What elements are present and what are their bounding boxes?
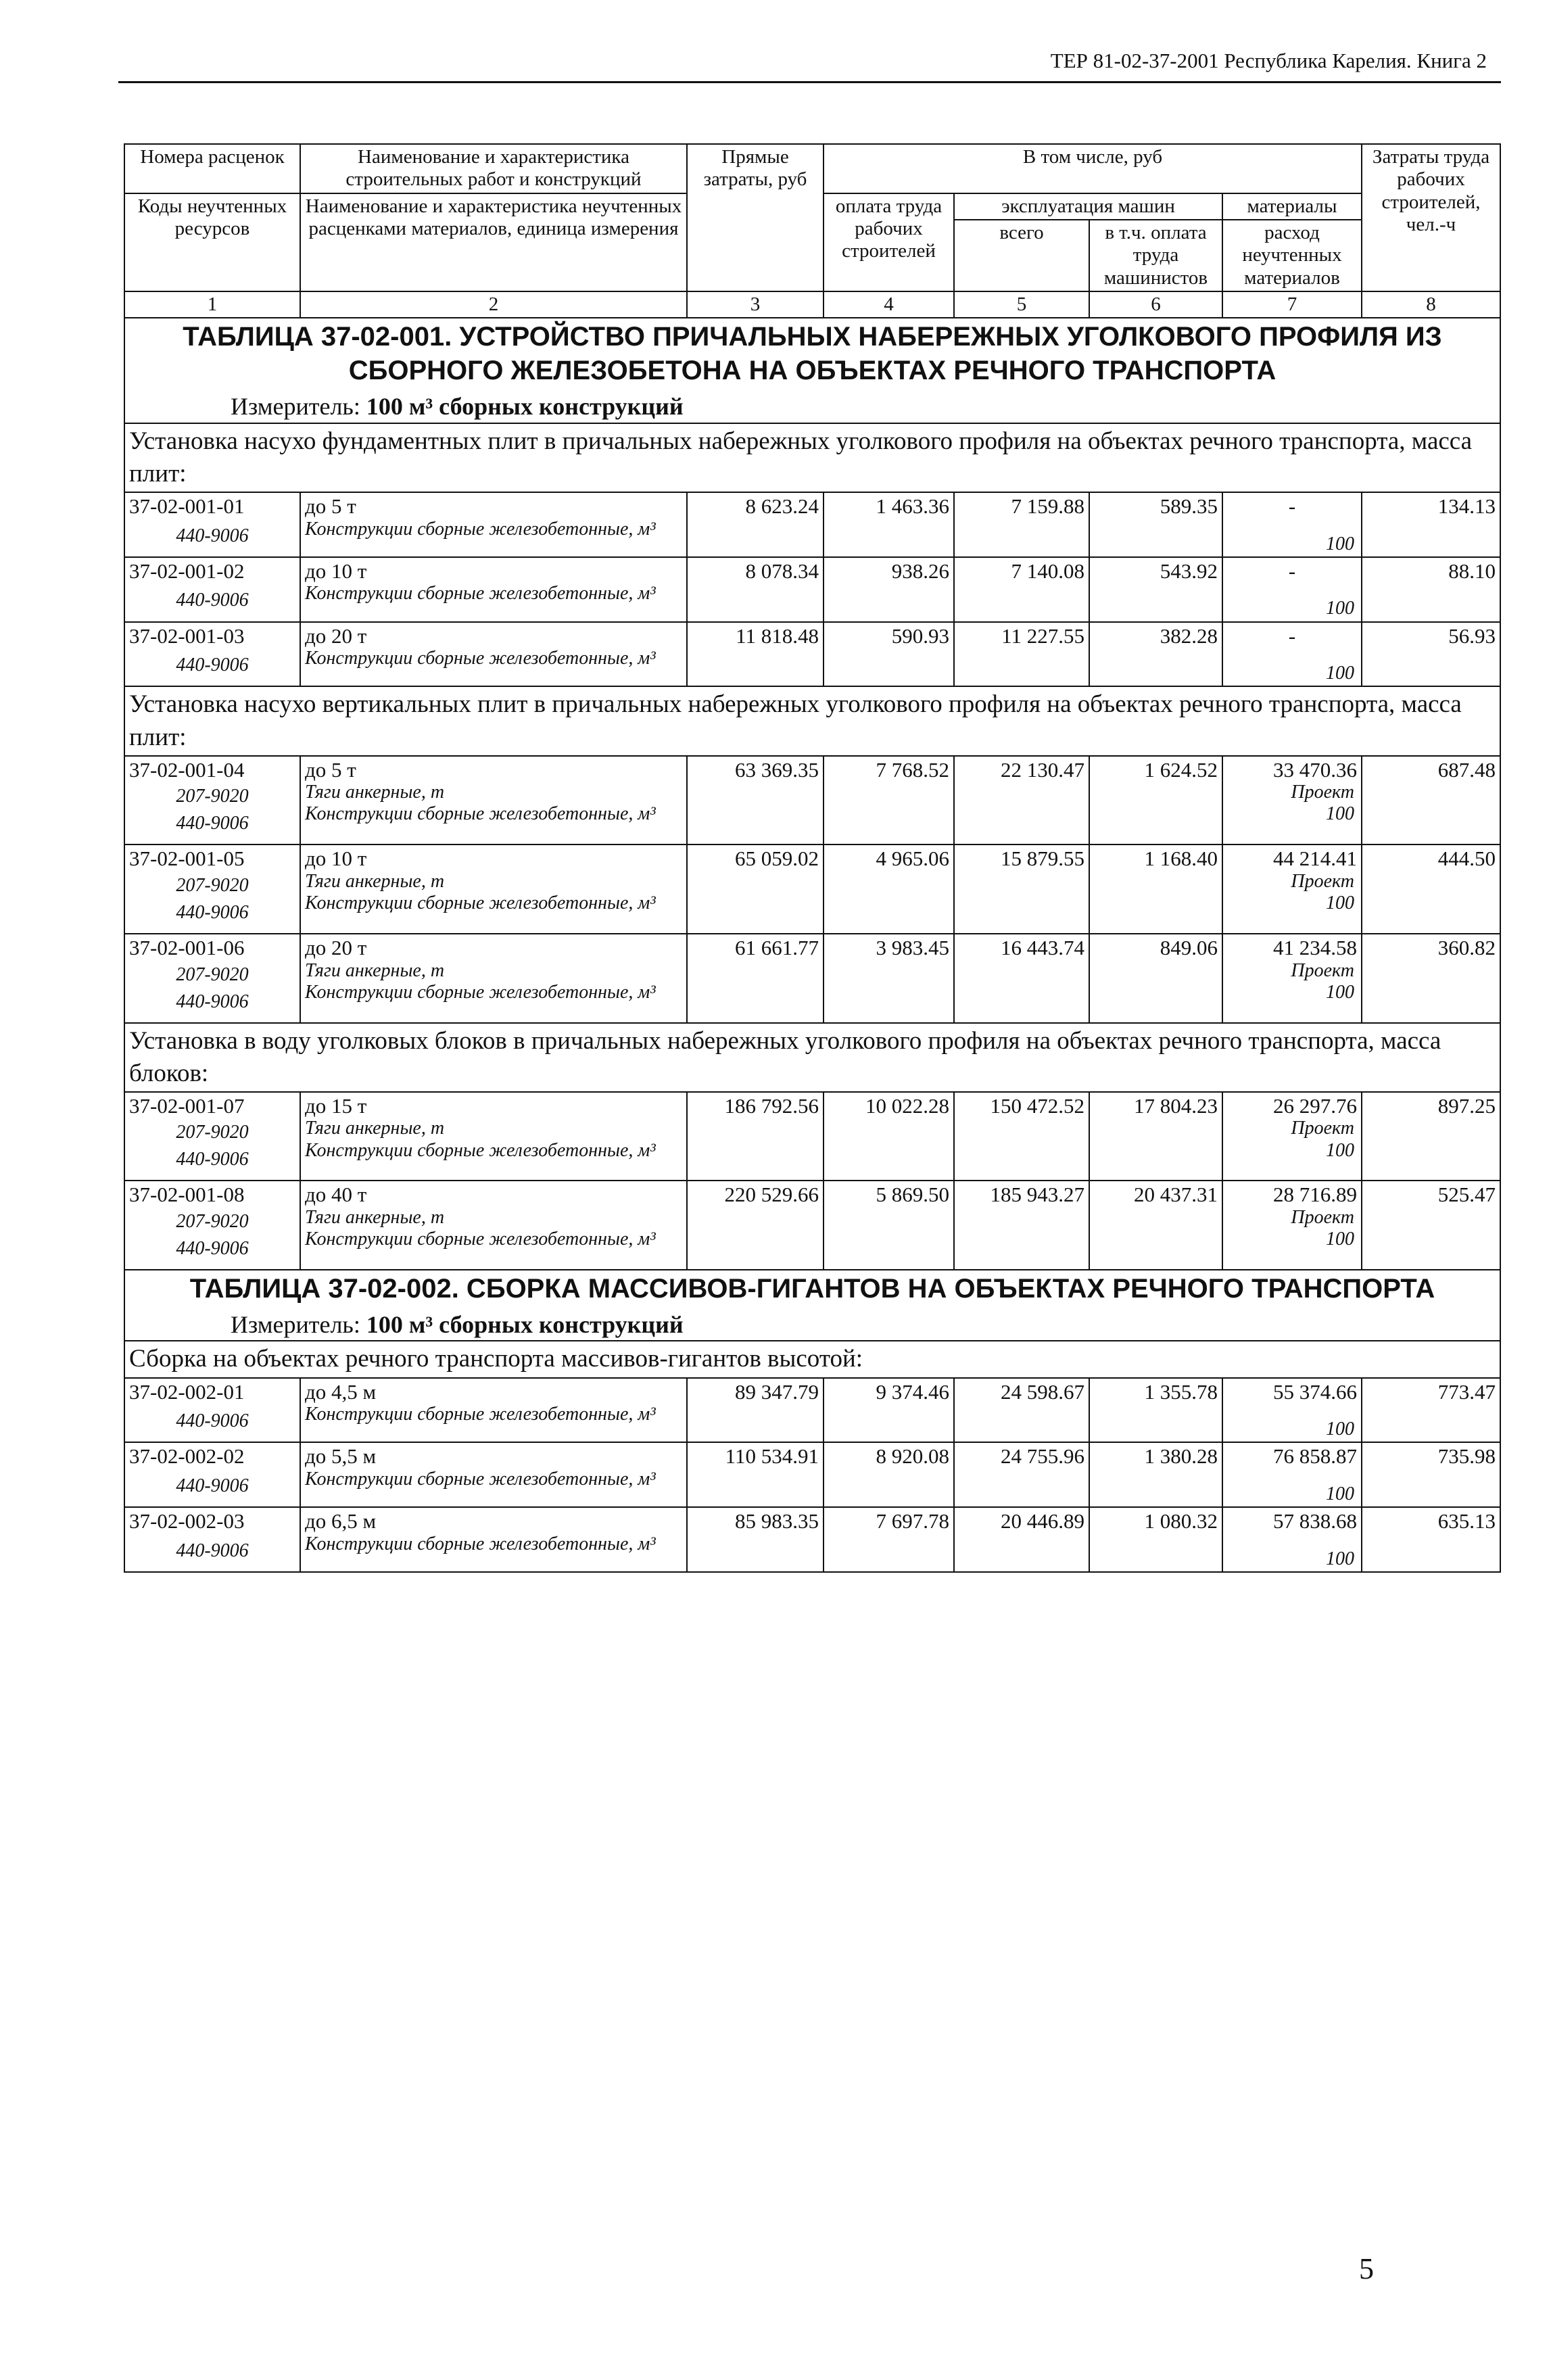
header-col4: оплата труда рабочих строителей: [824, 193, 954, 291]
resource-code: 207-9020: [176, 1211, 249, 1233]
value-labor-hours: 525.47: [1362, 1181, 1500, 1270]
rate-name-cell: [300, 756, 687, 845]
value-mach-total: 20 446.89: [954, 1507, 1089, 1572]
resource-name: Конструкции сборные железобетонные, м³: [305, 518, 656, 540]
rate-code-cell: [124, 934, 300, 1023]
resource-code: 440-9006: [176, 525, 249, 546]
column-number: 1: [124, 291, 300, 318]
header-machines: эксплуатация машин: [954, 193, 1222, 220]
value-direct: 8 623.24: [687, 492, 824, 557]
resource-quantity: 100: [1326, 803, 1354, 825]
value-direct: 186 792.56: [687, 1092, 824, 1181]
rate-name: до 5,5 м: [305, 1444, 377, 1469]
rate-name: до 5 т: [305, 757, 356, 782]
header-col7: расход неучтенных материалов: [1222, 220, 1362, 291]
value-mach-total: 7 140.08: [954, 557, 1089, 622]
section-heading: Установка насухо вертикальных плит в причальных набережных уголкового профиля на объектах речного транспорта, масса плит:: [124, 686, 1500, 755]
table-body: [124, 318, 1500, 1572]
rate-code: 37-02-001-03: [129, 623, 245, 648]
value-direct: 65 059.02: [687, 844, 824, 934]
rate-name-cell: [300, 1181, 687, 1270]
rate-row: [124, 934, 1500, 1023]
value-direct: 8 078.34: [687, 557, 824, 622]
rate-name-cell: [300, 1378, 687, 1443]
value-mach-total: 15 879.55: [954, 844, 1089, 934]
table-title-row: [124, 318, 1500, 423]
rate-code-cell: [124, 1378, 300, 1443]
rate-name-cell: [300, 934, 687, 1023]
value-mach-total: 22 130.47: [954, 756, 1089, 845]
table-title: ТАБЛИЦА 37-02-001. УСТРОЙСТВО ПРИЧАЛЬНЫХ НАБЕРЕЖНЫХ УГОЛКОВОГО ПРОФИЛЯ ИЗ СБОРНОГО ЖЕЛЕЗОБЕТОНА НА ОБЪЕКТАХ РЕЧНОГО ТРАНСПОРТА: [183, 322, 1442, 386]
value-labor: 7 768.52: [824, 756, 954, 845]
rate-name-cell: [300, 622, 687, 687]
resource-code: 207-9020: [176, 1122, 249, 1143]
value-labor-hours: 360.82: [1362, 934, 1500, 1023]
materials-cell: [1222, 492, 1362, 557]
unit-label: Измеритель:: [231, 1311, 360, 1339]
column-number: 7: [1222, 291, 1362, 318]
rate-row: [124, 1442, 1500, 1507]
rate-row: [124, 1507, 1500, 1572]
resource-code: 440-9006: [176, 813, 249, 834]
value-direct: 63 369.35: [687, 756, 824, 845]
resource-quantity: 100: [1326, 981, 1354, 1003]
value-labor: 10 022.28: [824, 1092, 954, 1181]
header-rule: [118, 81, 1501, 83]
rate-code: 37-02-002-03: [129, 1509, 245, 1533]
rate-name: до 20 т: [305, 623, 367, 648]
column-number: 3: [687, 291, 824, 318]
value-mach-labor: 1 355.78: [1089, 1378, 1222, 1443]
rate-name: до 20 т: [305, 935, 367, 959]
rate-name-cell: [300, 1092, 687, 1181]
rate-code-cell: [124, 557, 300, 622]
column-number: 2: [300, 291, 687, 318]
rate-code: 37-02-001-08: [129, 1183, 245, 1207]
resource-quantity: 100: [1326, 533, 1354, 554]
resource-name: Конструкции сборные железобетонные, м³: [305, 583, 656, 604]
rate-name: до 5 т: [305, 494, 356, 518]
resource-name: Конструкции сборные железобетонные, м³: [305, 803, 656, 825]
materials-cell: [1222, 1092, 1362, 1181]
value-labor: 1 463.36: [824, 492, 954, 557]
value-mach-labor: 589.35: [1089, 492, 1222, 557]
value-mach-total: 24 755.96: [954, 1442, 1089, 1507]
materials-cell: [1222, 934, 1362, 1023]
value-labor: 8 920.08: [824, 1442, 954, 1507]
resource-quantity: 100: [1326, 1548, 1354, 1569]
value-materials: 41 234.58: [1273, 935, 1357, 959]
header-col6: в т.ч. оплата труда машинистов: [1089, 220, 1222, 291]
value-labor-hours: 635.13: [1362, 1507, 1500, 1572]
value-direct: 61 661.77: [687, 934, 824, 1023]
resource-code: 440-9006: [176, 1410, 249, 1432]
header-materials: материалы: [1222, 193, 1362, 220]
value-mach-labor: 1 080.32: [1089, 1507, 1222, 1572]
unit-value: 100 м³ сборных конструкций: [366, 393, 684, 421]
value-mach-labor: 543.92: [1089, 557, 1222, 622]
rate-name-cell: [300, 492, 687, 557]
resource-code: 207-9020: [176, 874, 249, 896]
rate-code: 37-02-002-01: [129, 1379, 245, 1404]
resource-quantity: 100: [1326, 1229, 1354, 1250]
value-labor-hours: 56.93: [1362, 622, 1500, 687]
rate-code: 37-02-001-04: [129, 757, 245, 782]
rate-name: до 10 т: [305, 847, 367, 871]
table-title-row: [124, 1270, 1500, 1341]
rate-name: до 6,5 м: [305, 1509, 377, 1533]
value-mach-labor: 1 168.40: [1089, 844, 1222, 934]
resource-quantity: 100: [1326, 1139, 1354, 1161]
resource-quantity: Проект: [1291, 1118, 1354, 1139]
materials-cell: [1222, 1507, 1362, 1572]
value-labor-hours: 773.47: [1362, 1378, 1500, 1443]
rate-name: до 10 т: [305, 558, 367, 583]
value-labor: 4 965.06: [824, 844, 954, 934]
unit-label: Измеритель:: [231, 393, 360, 421]
value-mach-total: 150 472.52: [954, 1092, 1089, 1181]
header-in-total: В том числе, руб: [824, 144, 1362, 193]
rate-row: [124, 557, 1500, 622]
value-materials: -: [1288, 494, 1296, 518]
value-mach-labor: 1 380.28: [1089, 1442, 1222, 1507]
resource-name: Конструкции сборные железобетонные, м³: [305, 648, 656, 669]
section-heading-row: [124, 1023, 1500, 1092]
value-labor: 938.26: [824, 557, 954, 622]
rate-row: [124, 1092, 1500, 1181]
value-labor-hours: 88.10: [1362, 557, 1500, 622]
resource-quantity: 100: [1326, 598, 1354, 619]
value-materials: 26 297.76: [1273, 1093, 1357, 1118]
resource-name: Конструкции сборные железобетонные, м³: [305, 1469, 656, 1490]
resource-quantity: Проект: [1291, 1207, 1354, 1229]
header-col2-bottom: Наименование и характеристика неучтенных расценками материалов, единица измерения: [300, 193, 687, 291]
resource-name: Конструкции сборные железобетонные, м³: [305, 981, 656, 1003]
rate-code: 37-02-001-07: [129, 1093, 245, 1118]
rate-name: до 4,5 м: [305, 1379, 377, 1404]
header-col1-bottom: Коды неучтенных ресурсов: [124, 193, 300, 291]
value-mach-labor: 849.06: [1089, 934, 1222, 1023]
value-materials: 28 716.89: [1273, 1183, 1357, 1207]
materials-cell: [1222, 1442, 1362, 1507]
section-heading-row: [124, 423, 1500, 492]
page-number: 5: [1359, 2252, 1374, 2285]
value-materials: 33 470.36: [1273, 757, 1357, 782]
value-labor-hours: 735.98: [1362, 1442, 1500, 1507]
rates-table: [124, 143, 1501, 1573]
resource-name: Конструкции сборные железобетонные, м³: [305, 1533, 656, 1554]
value-mach-labor: 1 624.52: [1089, 756, 1222, 845]
resource-quantity: Проект: [1291, 870, 1354, 892]
resource-code: 440-9006: [176, 901, 249, 923]
value-direct: 11 818.48: [687, 622, 824, 687]
materials-cell: [1222, 844, 1362, 934]
resource-quantity: 100: [1326, 663, 1354, 684]
materials-cell: [1222, 557, 1362, 622]
rate-name-cell: [300, 557, 687, 622]
resource-name: Тяги анкерные, т: [305, 782, 445, 803]
resource-name: Конструкции сборные железобетонные, м³: [305, 1404, 656, 1425]
section-heading: Сборка на объектах речного транспорта массивов-гигантов высотой:: [124, 1341, 1500, 1377]
resource-code: 207-9020: [176, 786, 249, 807]
resource-code: 440-9006: [176, 1238, 249, 1260]
rate-code-cell: [124, 1507, 300, 1572]
resource-code: 207-9020: [176, 963, 249, 985]
rate-row: [124, 622, 1500, 687]
value-direct: 89 347.79: [687, 1378, 824, 1443]
value-materials: -: [1288, 558, 1296, 583]
value-labor: 7 697.78: [824, 1507, 954, 1572]
resource-quantity: Проект: [1291, 959, 1354, 981]
resource-code: 440-9006: [176, 1475, 249, 1496]
rate-code: 37-02-001-05: [129, 847, 245, 871]
resource-code: 440-9006: [176, 991, 249, 1012]
value-materials: 57 838.68: [1273, 1509, 1357, 1533]
resource-quantity: Проект: [1291, 782, 1354, 803]
value-direct: 220 529.66: [687, 1181, 824, 1270]
rate-code-cell: [124, 756, 300, 845]
section-heading: Установка в воду уголковых блоков в причальных набережных уголкового профиля на объектах речного транспорта, масса блоков:: [124, 1023, 1500, 1092]
resource-code: 440-9006: [176, 654, 249, 676]
rate-row: [124, 1378, 1500, 1443]
value-labor-hours: 444.50: [1362, 844, 1500, 934]
resource-quantity: 100: [1326, 1419, 1354, 1440]
header-col5: всего: [954, 220, 1089, 291]
value-mach-total: 24 598.67: [954, 1378, 1089, 1443]
header-col1-top: Номера расценок: [124, 144, 300, 193]
value-materials: -: [1288, 623, 1296, 648]
value-labor-hours: 687.48: [1362, 756, 1500, 845]
value-labor: 9 374.46: [824, 1378, 954, 1443]
table-unit: [129, 393, 1496, 421]
header-col2-top: Наименование и характеристика строительных работ и конструкций: [300, 144, 687, 193]
resource-name: Конструкции сборные железобетонные, м³: [305, 892, 656, 914]
running-header: ТЕР 81-02-37-2001 Республика Карелия. Книга 2: [1050, 49, 1487, 72]
unit-value: 100 м³ сборных конструкций: [366, 1311, 684, 1339]
rate-code: 37-02-001-02: [129, 558, 245, 583]
value-labor-hours: 897.25: [1362, 1092, 1500, 1181]
rate-name-cell: [300, 844, 687, 934]
value-mach-total: 16 443.74: [954, 934, 1089, 1023]
rate-code: 37-02-001-06: [129, 935, 245, 959]
value-mach-labor: 17 804.23: [1089, 1092, 1222, 1181]
value-labor: 590.93: [824, 622, 954, 687]
value-labor: 3 983.45: [824, 934, 954, 1023]
resource-name: Конструкции сборные железобетонные, м³: [305, 1229, 656, 1250]
rate-code-cell: [124, 844, 300, 934]
rate-code-cell: [124, 1181, 300, 1270]
resource-name: Тяги анкерные, т: [305, 1118, 445, 1139]
column-number: 4: [824, 291, 954, 318]
rate-code-cell: [124, 492, 300, 557]
rate-name-cell: [300, 1507, 687, 1572]
value-mach-total: 11 227.55: [954, 622, 1089, 687]
value-mach-labor: 20 437.31: [1089, 1181, 1222, 1270]
value-materials: 55 374.66: [1273, 1379, 1357, 1404]
section-heading-row: [124, 1341, 1500, 1377]
materials-cell: [1222, 1181, 1362, 1270]
rate-code-cell: [124, 622, 300, 687]
materials-cell: [1222, 1378, 1362, 1443]
resource-name: Тяги анкерные, т: [305, 959, 445, 981]
rate-name: до 15 т: [305, 1093, 367, 1118]
materials-cell: [1222, 756, 1362, 845]
value-materials: 44 214.41: [1273, 847, 1357, 871]
rate-row: [124, 1181, 1500, 1270]
rate-row: [124, 844, 1500, 934]
resource-code: 440-9006: [176, 1540, 249, 1561]
rate-name: до 40 т: [305, 1183, 367, 1207]
value-direct: 110 534.91: [687, 1442, 824, 1507]
header-col3: Прямые затраты, руб: [687, 144, 824, 291]
rate-row: [124, 756, 1500, 845]
resource-name: Тяги анкерные, т: [305, 870, 445, 892]
rate-code: 37-02-001-01: [129, 494, 245, 518]
header-col8: Затраты труда рабочих строителей, чел.-ч: [1362, 144, 1500, 291]
resource-code: 440-9006: [176, 590, 249, 611]
rate-code-cell: [124, 1092, 300, 1181]
section-heading: Установка насухо фундаментных плит в причальных набережных уголкового профиля на объектах речного транспорта, масса плит:: [124, 423, 1500, 492]
materials-cell: [1222, 622, 1362, 687]
resource-code: 440-9006: [176, 1149, 249, 1170]
rate-code: 37-02-002-02: [129, 1444, 245, 1469]
value-mach-total: 185 943.27: [954, 1181, 1089, 1270]
value-materials: 76 858.87: [1273, 1444, 1357, 1469]
column-number: 8: [1362, 291, 1500, 318]
section-heading-row: [124, 686, 1500, 755]
table-unit: [129, 1311, 1496, 1339]
resource-quantity: 100: [1326, 1483, 1354, 1504]
rate-name-cell: [300, 1442, 687, 1507]
column-number: 6: [1089, 291, 1222, 318]
table-title: ТАБЛИЦА 37-02-002. СБОРКА МАССИВОВ-ГИГАНТОВ НА ОБЪЕКТАХ РЕЧНОГО ТРАНСПОРТА: [189, 1274, 1435, 1304]
resource-name: Тяги анкерные, т: [305, 1207, 445, 1229]
resource-quantity: 100: [1326, 892, 1354, 914]
rate-row: [124, 492, 1500, 557]
value-mach-total: 7 159.88: [954, 492, 1089, 557]
resource-name: Конструкции сборные железобетонные, м³: [305, 1139, 656, 1161]
value-labor: 5 869.50: [824, 1181, 954, 1270]
value-direct: 85 983.35: [687, 1507, 824, 1572]
value-mach-labor: 382.28: [1089, 622, 1222, 687]
column-number-row: [124, 291, 1500, 318]
value-labor-hours: 134.13: [1362, 492, 1500, 557]
column-number: 5: [954, 291, 1089, 318]
rate-code-cell: [124, 1442, 300, 1507]
